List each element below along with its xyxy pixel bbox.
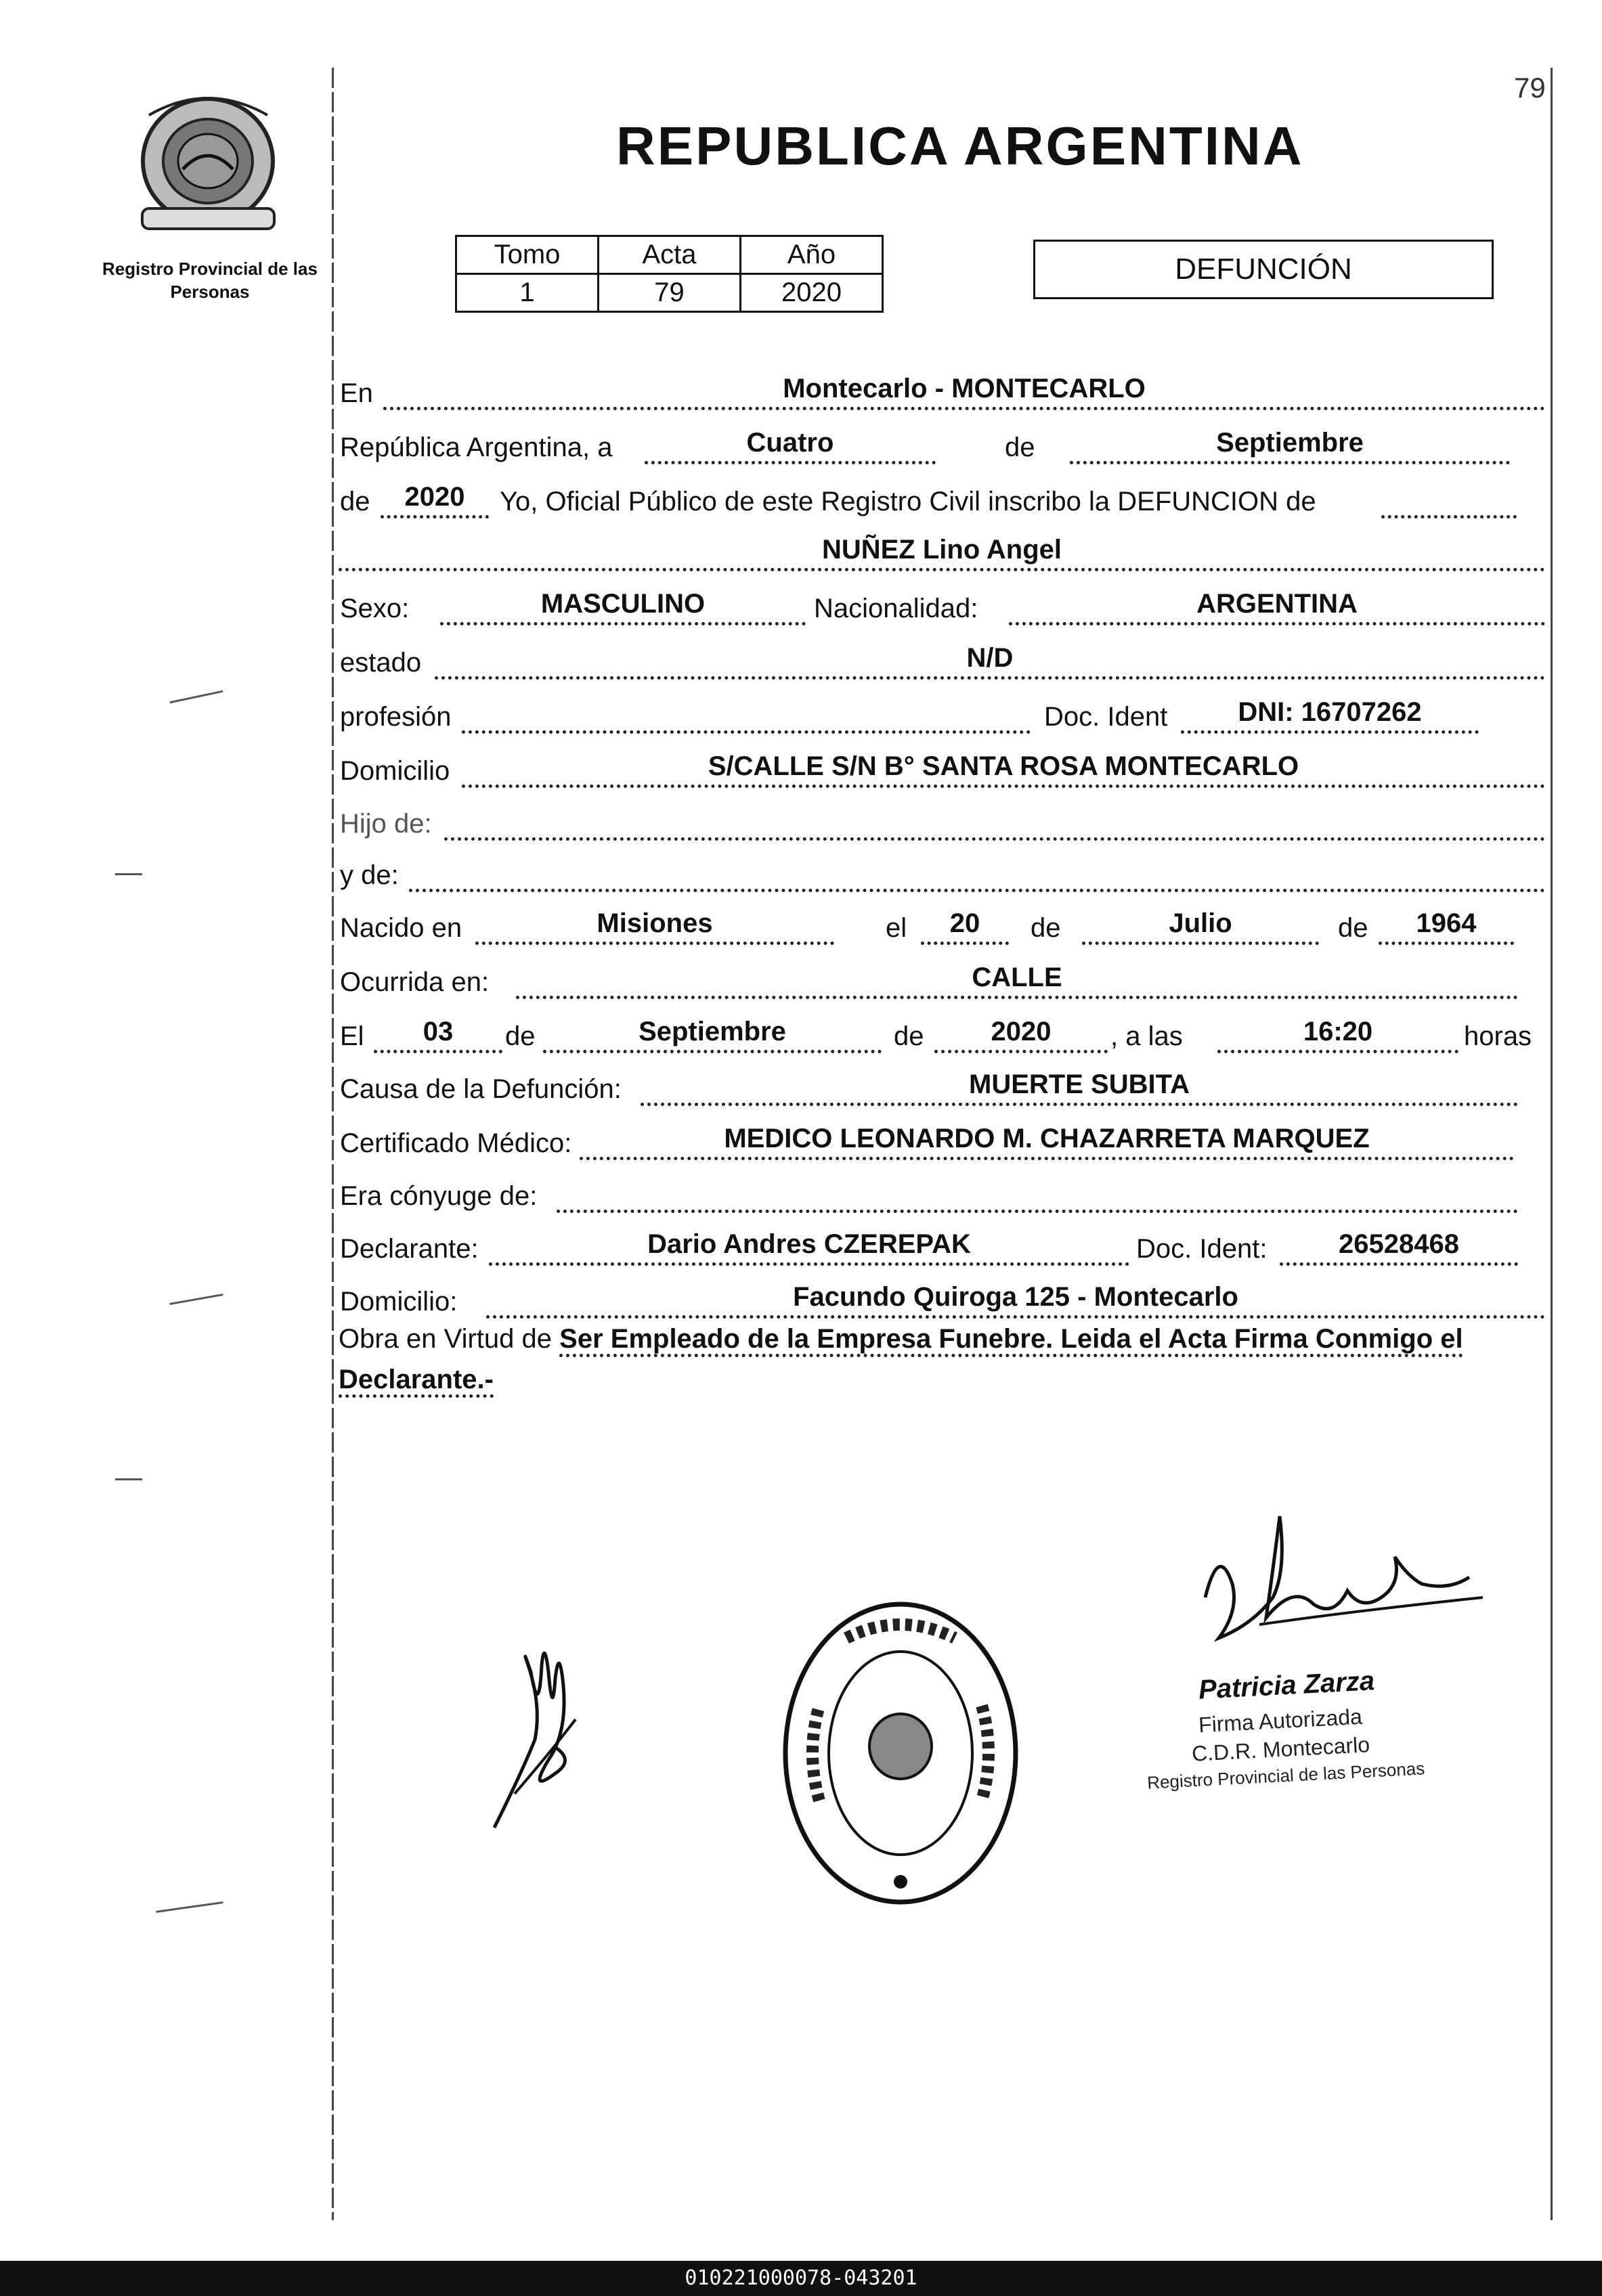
official-signature — [1178, 1503, 1490, 1679]
el-label: el — [886, 913, 907, 943]
declarante-label: Declarante: — [340, 1234, 479, 1264]
location-field: Montecarlo - MONTECARLO — [383, 370, 1545, 410]
declarante-doc-field: 26528468 — [1280, 1225, 1518, 1266]
row-sex — [339, 577, 1551, 630]
death-month-field: Septiembre — [543, 1013, 882, 1053]
registry-label: Registro Provincial de las Personas — [102, 259, 318, 302]
hijo-label: Hijo de: — [340, 809, 432, 839]
row-death-date — [339, 1005, 1551, 1057]
doc-ident-field: DNI: 16707262 — [1181, 693, 1479, 734]
footer-barcode-text: 010221000078-043201 — [0, 2261, 1602, 2296]
margin-mark — [115, 1478, 142, 1480]
sexo-field: MASCULINO — [440, 585, 806, 625]
conyuge-label: Era cónyuge de: — [340, 1181, 538, 1211]
profesion-field — [462, 693, 1031, 734]
row-deceased — [339, 523, 1551, 575]
causa-field: MUERTE SUBITA — [641, 1065, 1518, 1106]
domicilio-label: Domicilio — [340, 756, 450, 786]
left-border — [332, 68, 334, 2220]
profesion-label: profesión — [340, 702, 452, 732]
row-spouse — [339, 1164, 1551, 1217]
conyuge-field — [557, 1172, 1518, 1213]
statement-field — [1381, 478, 1517, 518]
de-label-1: de — [1005, 433, 1035, 462]
page-title: REPUBLICA ARGENTINA — [616, 116, 1304, 176]
tomo-value: 1 — [456, 274, 599, 312]
nacionalidad-label: Nacionalidad: — [814, 594, 978, 623]
republica-label: República Argentina, a — [340, 433, 613, 462]
de-birth-label-1: de — [1031, 913, 1061, 943]
death-time-field: 16:20 — [1217, 1013, 1458, 1053]
row-date — [339, 416, 1551, 468]
year-field: 2020 — [381, 478, 489, 518]
page-number: 79 — [1514, 72, 1546, 104]
estado-field: N/D — [435, 639, 1545, 680]
domicilio2-field: Facundo Quiroga 125 - Montecarlo — [486, 1278, 1545, 1319]
nacido-field: Misiones — [475, 904, 834, 945]
anio-header: Año — [741, 236, 883, 274]
row-son-of — [339, 792, 1551, 845]
row-certificate — [339, 1111, 1551, 1164]
hijo-field — [444, 800, 1545, 841]
row-declarant-domicile — [339, 1270, 1551, 1323]
row-estado — [339, 631, 1551, 684]
de-label-2: de — [340, 487, 370, 516]
birth-month-field: Julio — [1082, 904, 1319, 945]
province-crest-logo — [129, 88, 288, 234]
domicilio-field: S/CALLE S/N B° SANTA ROSA MONTECARLO — [462, 747, 1545, 788]
el-death-label: El — [340, 1021, 364, 1051]
de-birth-label-2: de — [1338, 913, 1368, 943]
row-and-of — [339, 843, 1551, 896]
anio-value: 2020 — [741, 274, 883, 312]
row-domicile — [339, 739, 1551, 792]
official-office: C.D.R. Montecarlo — [1191, 1732, 1370, 1766]
death-year-field: 2020 — [934, 1013, 1108, 1053]
certificado-label: Certificado Médico: — [340, 1128, 572, 1158]
en-label: En — [340, 378, 373, 408]
margin-mark — [169, 1294, 223, 1305]
row-occurred — [339, 950, 1551, 1003]
de-death-label-2: de — [894, 1021, 924, 1051]
estado-label: estado — [340, 648, 422, 678]
declarante-doc-label: Doc. Ident: — [1136, 1234, 1268, 1264]
row-born — [339, 896, 1551, 949]
death-day-field: 03 — [374, 1013, 502, 1053]
day-field: Cuatro — [645, 424, 936, 464]
book-table — [455, 235, 884, 313]
yde-field — [409, 852, 1545, 892]
row-profession — [339, 685, 1551, 738]
right-border — [1551, 68, 1553, 2220]
a-las-label: , a las — [1110, 1021, 1183, 1051]
certificado-field: MEDICO LEONARDO M. CHAZARRETA MARQUEZ — [580, 1120, 1514, 1160]
acta-value: 79 — [599, 274, 741, 312]
left-signature — [474, 1625, 609, 1841]
yde-label: y de: — [340, 860, 399, 890]
birth-year-field: 1964 — [1379, 904, 1514, 945]
official-name: Patricia Zarza — [1198, 1666, 1376, 1705]
causa-label: Causa de la Defunción: — [340, 1074, 622, 1104]
horas-label: horas — [1464, 1021, 1532, 1051]
statement-text: Yo, Oficial Público de este Registro Civil inscribo la DEFUNCION de — [500, 487, 1316, 516]
declarante-field: Dario Andres CZEREPAK — [489, 1225, 1129, 1266]
doc-ident-label: Doc. Ident — [1044, 702, 1168, 732]
margin-mark — [115, 873, 142, 875]
obra-label: Obra en Virtud de — [339, 1324, 553, 1354]
deceased-name-field: NUÑEZ Lino Angel — [339, 531, 1545, 571]
official-title: Firma Autorizada — [1198, 1704, 1363, 1738]
registry-seal — [779, 1597, 1022, 1909]
nacionalidad-field: ARGENTINA — [1009, 585, 1545, 625]
document-type-box: DEFUNCIÓN — [1033, 240, 1494, 299]
row-cause — [339, 1057, 1551, 1110]
obra-field: Ser Empleado de la Empresa Funebre. Leida el Acta Firma Conmigo el Declarante.- — [339, 1324, 1463, 1398]
birth-day-field: 20 — [921, 904, 1009, 945]
nacido-label: Nacido en — [340, 913, 462, 943]
row-declarant — [339, 1217, 1551, 1270]
row-location — [339, 361, 1551, 414]
tomo-header: Tomo — [456, 236, 599, 274]
row-year — [339, 470, 1551, 523]
domicilio2-label: Domicilio: — [340, 1287, 458, 1317]
official-registry: Registro Provincial de las Personas — [1146, 1758, 1425, 1793]
sexo-label: Sexo: — [340, 594, 410, 623]
ocurrida-field: CALLE — [516, 958, 1518, 999]
obra-paragraph — [339, 1319, 1551, 1400]
margin-mark — [170, 690, 223, 704]
ocurrida-label: Ocurrida en: — [340, 967, 490, 997]
acta-header: Acta — [599, 236, 741, 274]
margin-mark — [156, 1901, 223, 1913]
month-field: Septiembre — [1070, 424, 1510, 464]
de-death-label-1: de — [505, 1021, 536, 1051]
